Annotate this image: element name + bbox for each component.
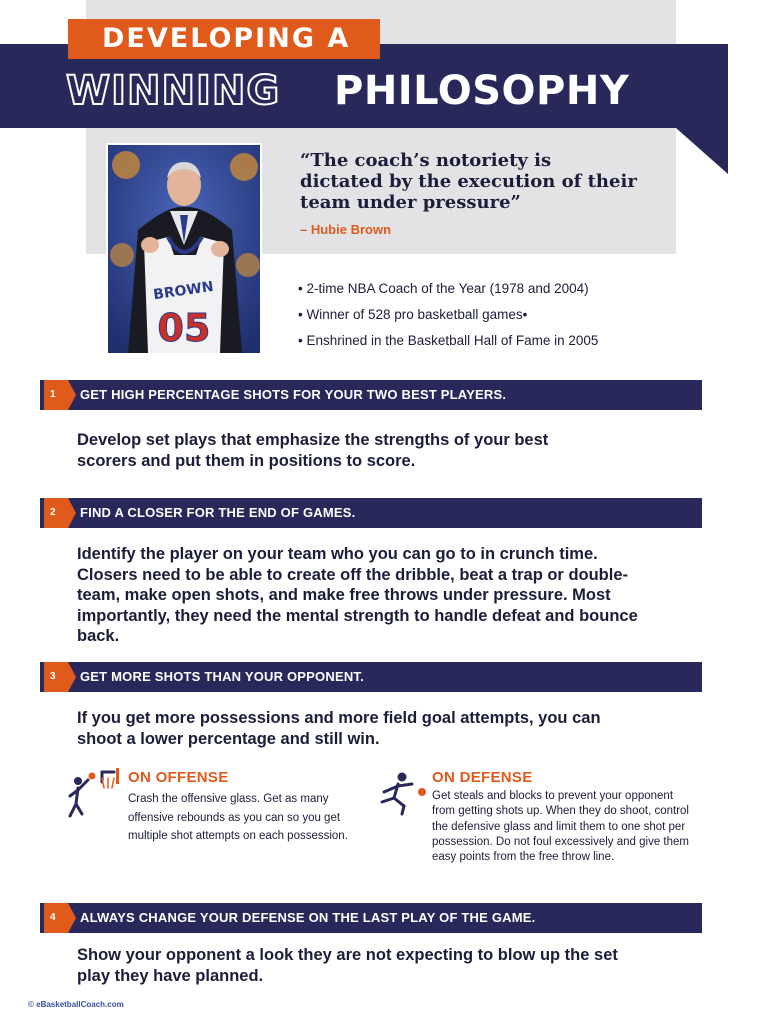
section-1-body: Develop set plays that emphasize the strengths of your best scorers and put them in positions to score.: [77, 431, 549, 470]
section-number: 4: [44, 903, 68, 933]
title-band-tail: [676, 128, 728, 174]
offense-heading: ON OFFENSE: [128, 769, 229, 786]
list-item: • Winner of 528 pro basketball games•: [298, 302, 598, 328]
quote-author: – Hubie Brown: [300, 222, 392, 237]
section-3-heading-bar: [40, 662, 702, 692]
section-heading: ALWAYS CHANGE YOUR DEFENSE ON THE LAST PLAY OF THE GAME.: [80, 910, 536, 925]
offense-text: Crash the offensive glass. Get as many offensive rebounds as you can so you get multiple shot attempts on each possession.: [128, 793, 348, 842]
section-4-body: Show your opponent a look they are not expecting to blow up the set play they have planned.: [77, 946, 618, 985]
section-4-heading-bar: [40, 903, 702, 933]
defense-heading: ON DEFENSE: [432, 769, 533, 786]
section-number: 2: [44, 498, 68, 528]
section-heading: FIND A CLOSER FOR THE END OF GAMES.: [80, 505, 356, 520]
section-3-body: If you get more possessions and more field goal attempts, you can shoot a lower percentage and still win.: [77, 709, 601, 748]
accomplishments-list: [298, 276, 598, 354]
section-heading: GET MORE SHOTS THAN YOUR OPPONENT.: [80, 669, 364, 684]
list-item: • Enshrined in the Basketball Hall of Fame in 2005: [298, 328, 598, 354]
title-winning: WINNING: [66, 68, 281, 114]
basketball-defender-icon: [378, 770, 428, 821]
coach-photo: [106, 143, 262, 355]
footer-credit: © eBasketballCoach.com: [28, 1000, 124, 1009]
section-number: 3: [44, 662, 68, 692]
section-2-heading-bar: [40, 498, 702, 528]
title-developing-a: DEVELOPING A: [68, 19, 380, 59]
section-2-body: Identify the player on your team who you can go to in crunch time. Closers need to be able to create off the dribble, beat a trap or double-team, make open shots, and make free throws under pressure. Most importantly, they need the mental strength to handle defeat and bounce back.: [77, 545, 638, 645]
title-philosophy: PHILOSOPHY: [334, 68, 630, 114]
list-item: • 2-time NBA Coach of the Year (1978 and 2004): [298, 276, 598, 302]
quote-text: “The coach’s notoriety is dictated by the execution of their team under pressure”: [300, 150, 637, 213]
basketball-shooter-icon: [66, 768, 120, 827]
section-1-heading-bar: [40, 380, 702, 410]
coach-photo-illustration: [108, 145, 260, 353]
section-number: 1: [44, 380, 68, 410]
section-heading: GET HIGH PERCENTAGE SHOTS FOR YOUR TWO BEST PLAYERS.: [80, 387, 507, 402]
defense-text: Get steals and blocks to prevent your opponent from getting shots up. When they do shoot, control the defensive glass and limit them to one shot per possession. Do not foul excessively and give them easy points from the free throw line.: [432, 790, 689, 864]
jersey-name: BROWN: [152, 278, 215, 304]
jersey-number: 05: [157, 306, 211, 350]
